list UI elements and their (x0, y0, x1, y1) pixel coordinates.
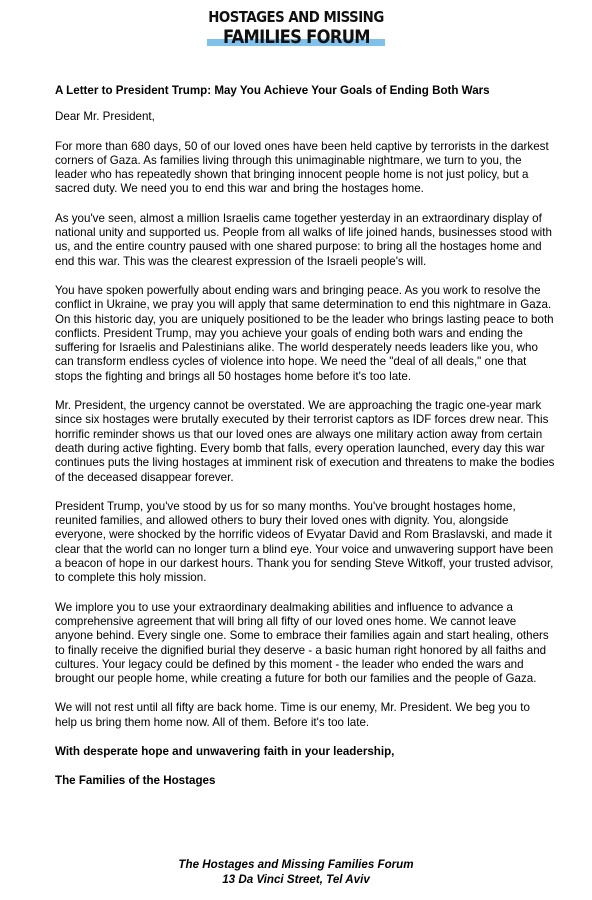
letter-paragraph-3: You have spoken powerfully about ending wars and bringing peace. As you work to resolve the conflict in Ukraine, we pray you will apply that same determination to end this nightmare in Gaza. On this historic day, you are uniquely positioned to be the leader who brings lasting peace to both conflicts. President Trump, may you achieve your goals of ending both wars and ending the suffering for Israelis and Palestinians alike. The world desperately needs leaders like you, who can transform endless cycles of violence into hope. We need the "deal of all deals," one that stops the fighting and brings all 50 hostages home before it's too late. (55, 283, 554, 383)
letter-paragraph-5: President Trump, you've stood by us for so many months. You've brought hostages home, reunited families, and allowed others to bury their loved ones with dignity. You, alongside everyone, were shocked by the horrific videos of Evyatar David and Rom Braslavski, and made it clear that the world can no longer turn a blind eye. Your voice and unwavering support have been a beacon of hope in our darkest hours. Thank you for sending Steve Witkoff, your trusted advisor, to complete this holy mission. (55, 499, 554, 585)
letter-footer (0, 858, 592, 887)
footer-address: 13 Da Vinci Street, Tel Aviv (222, 872, 370, 886)
letter-paragraph-6: We implore you to use your extraordinary dealmaking abilities and influence to advance a comprehensive agreement that will bring all fifty of our loved ones home. We cannot leave anyone behind. Every single one. Some to embrace their families again and start healing, others to finally receive the dignified burial they deserve - a basic human right honored by all faiths and cultures. Your legacy could be defined by this moment - the leader who ended the wars and brought our people home, while creating a future for both our families and the people of Gaza. (55, 600, 549, 686)
logo-line-2: FAMILIES FORUM (222, 26, 370, 48)
letter-title: A Letter to President Trump: May You Achieve Your Goals of Ending Both Wars (55, 84, 490, 97)
forum-logo (0, 8, 592, 48)
footer-org-name: The Hostages and Missing Families Forum (178, 858, 414, 871)
letter-paragraph-4: Mr. President, the urgency cannot be overstated. We are approaching the tragic one-year mark since six hostages were brutally executed by their terrorist captors as IDF forces drew near. This horrific reminder shows us that our loved ones are always one military action away from certain death during active fighting. Every bomb that falls, every operation launched, every day this war continues puts the living hostages at imminent risk of execution and threatens to make the bodies of the deceased disappear forever. (55, 399, 555, 484)
letter-paragraph-7: We will not rest until all fifty are back home. Time is our enemy, Mr. President. We beg you to help us bring them home now. All of them. Before it's too late. (55, 701, 530, 729)
letter-signature: The Families of the Hostages (55, 774, 216, 788)
logo-line-1: HOSTAGES AND MISSING (208, 8, 384, 26)
letter-paragraph-1: For more than 680 days, 50 of our loved ones have been held captive by terrorists in the darkest corners of Gaza. As families living through this unimaginable nightmare, we turn to you, the leader who has repeatedly shown that bringing innocent people home is not just policy, but a sacred duty. We need you to end this war and bring the hostages home. (55, 139, 549, 196)
letter-body (55, 84, 555, 804)
letter-paragraph-2: As you've seen, almost a million Israelis came together yesterday in an extraordinary display of national unity and supported us. People from all walks of life joined hands, businesses stood with us, and the entire country paused with one shared purpose: to bring all the hostages home and end this war. This was the clearest expression of the Israeli people's will. (55, 211, 552, 268)
logo-line-2-wrap (207, 26, 386, 48)
letter-closing: With desperate hope and unwavering faith in your leadership, (55, 744, 395, 758)
letter-salutation: Dear Mr. President, (55, 110, 155, 124)
